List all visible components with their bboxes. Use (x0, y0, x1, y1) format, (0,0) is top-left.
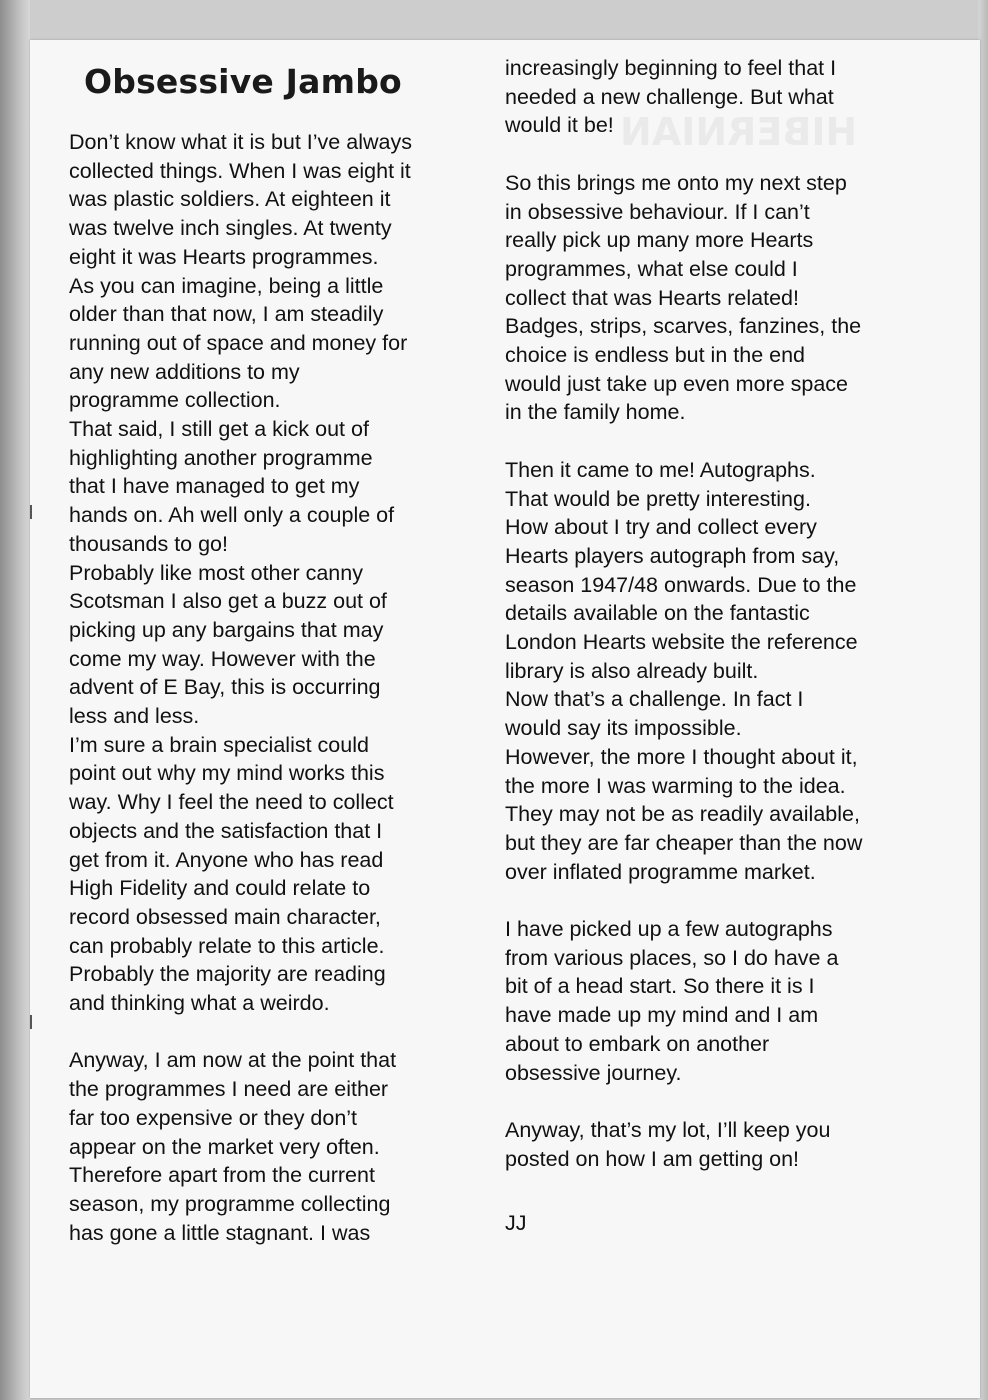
margin-mark (30, 505, 32, 519)
show-through-decoration: HIBERNIAN (620, 110, 858, 154)
binding-shadow (0, 0, 30, 1400)
left-paragraph-2: Anyway, I am now at the point that the programmes I need are either far too expensive or they don’t appear on the market very often. Therefore apart from the current season, my programme collecting has gone a little stagnant. I was (69, 1048, 397, 1245)
left-column (69, 128, 499, 1247)
paragraph-gap (69, 1018, 499, 1047)
right-paragraph-5: Anyway, that’s my lot, I’ll keep you posted on how I am getting on! (505, 1117, 831, 1171)
margin-mark (30, 1015, 32, 1029)
right-paragraph-3: Then it came to me! Autographs. That would be pretty interesting. How about I try and collect every Hearts players autograph from say, season 1947/48 onwards. Due to the details available on the fantastic London Hearts website the reference library is also already built. Now that’s a challenge. In fact I would say its impossible. However, the more I thought about it, the more I was warming to the idea. They may not be as readily available, but they are far cheaper than the now over inflated programme market. (505, 457, 863, 884)
right-paragraph-2: So this brings me onto my next step in obsessive behaviour. If I can’t really pick up many more Hearts programmes, what else could I collect that was Hearts related! Badges, strips, scarves, fanzines, the choice is endless but in the end would just take up even more space in the family home. (505, 170, 862, 425)
paragraph-gap (505, 1087, 935, 1116)
author-signature: JJ (505, 1211, 527, 1236)
scan-top-edge (0, 0, 988, 40)
paragraph-gap (505, 427, 935, 456)
paragraph-gap (505, 886, 935, 915)
right-paragraph-4: I have picked up a few autographs from various places, so I do have a bit of a head start. So there it is I have made up my mind and I am about to embark on another obsessive journey. (505, 917, 839, 1085)
article-title: Obsessive Jambo (84, 62, 402, 101)
right-paragraph-1: increasingly beginning to feel that I needed a new challenge. But what would it be! (505, 56, 837, 138)
right-column (505, 54, 935, 1238)
paragraph-gap (505, 140, 935, 169)
paragraph-gap (505, 1173, 935, 1209)
left-paragraph-1: Don’t know what it is but I’ve always collected things. When I was eight it was plastic soldiers. At eighteen it was twelve inch singles. At twenty eight it was Hearts programmes. As you can imagine, being a little older than that now, I am steadily running out of space and money for any new additions to my programme collection. That said, I still get a kick out of highlighting another programme that I have managed to get my hands on. Ah well only a couple of thousands to go! Probably like most other canny Scotsman I also get a buzz out of picking up any bargains that may come my way. However with the advent of E Bay, this is occurring less and less. I’m sure a brain specialist could point out why my mind works this way. Why I feel the need to collect objects and the satisfaction that I get from it. Anyone who has read High Fidelity and could relate to record obsessed main character, can probably relate to this article. Probably the majority are reading and thinking what a weirdo. (69, 130, 412, 1016)
